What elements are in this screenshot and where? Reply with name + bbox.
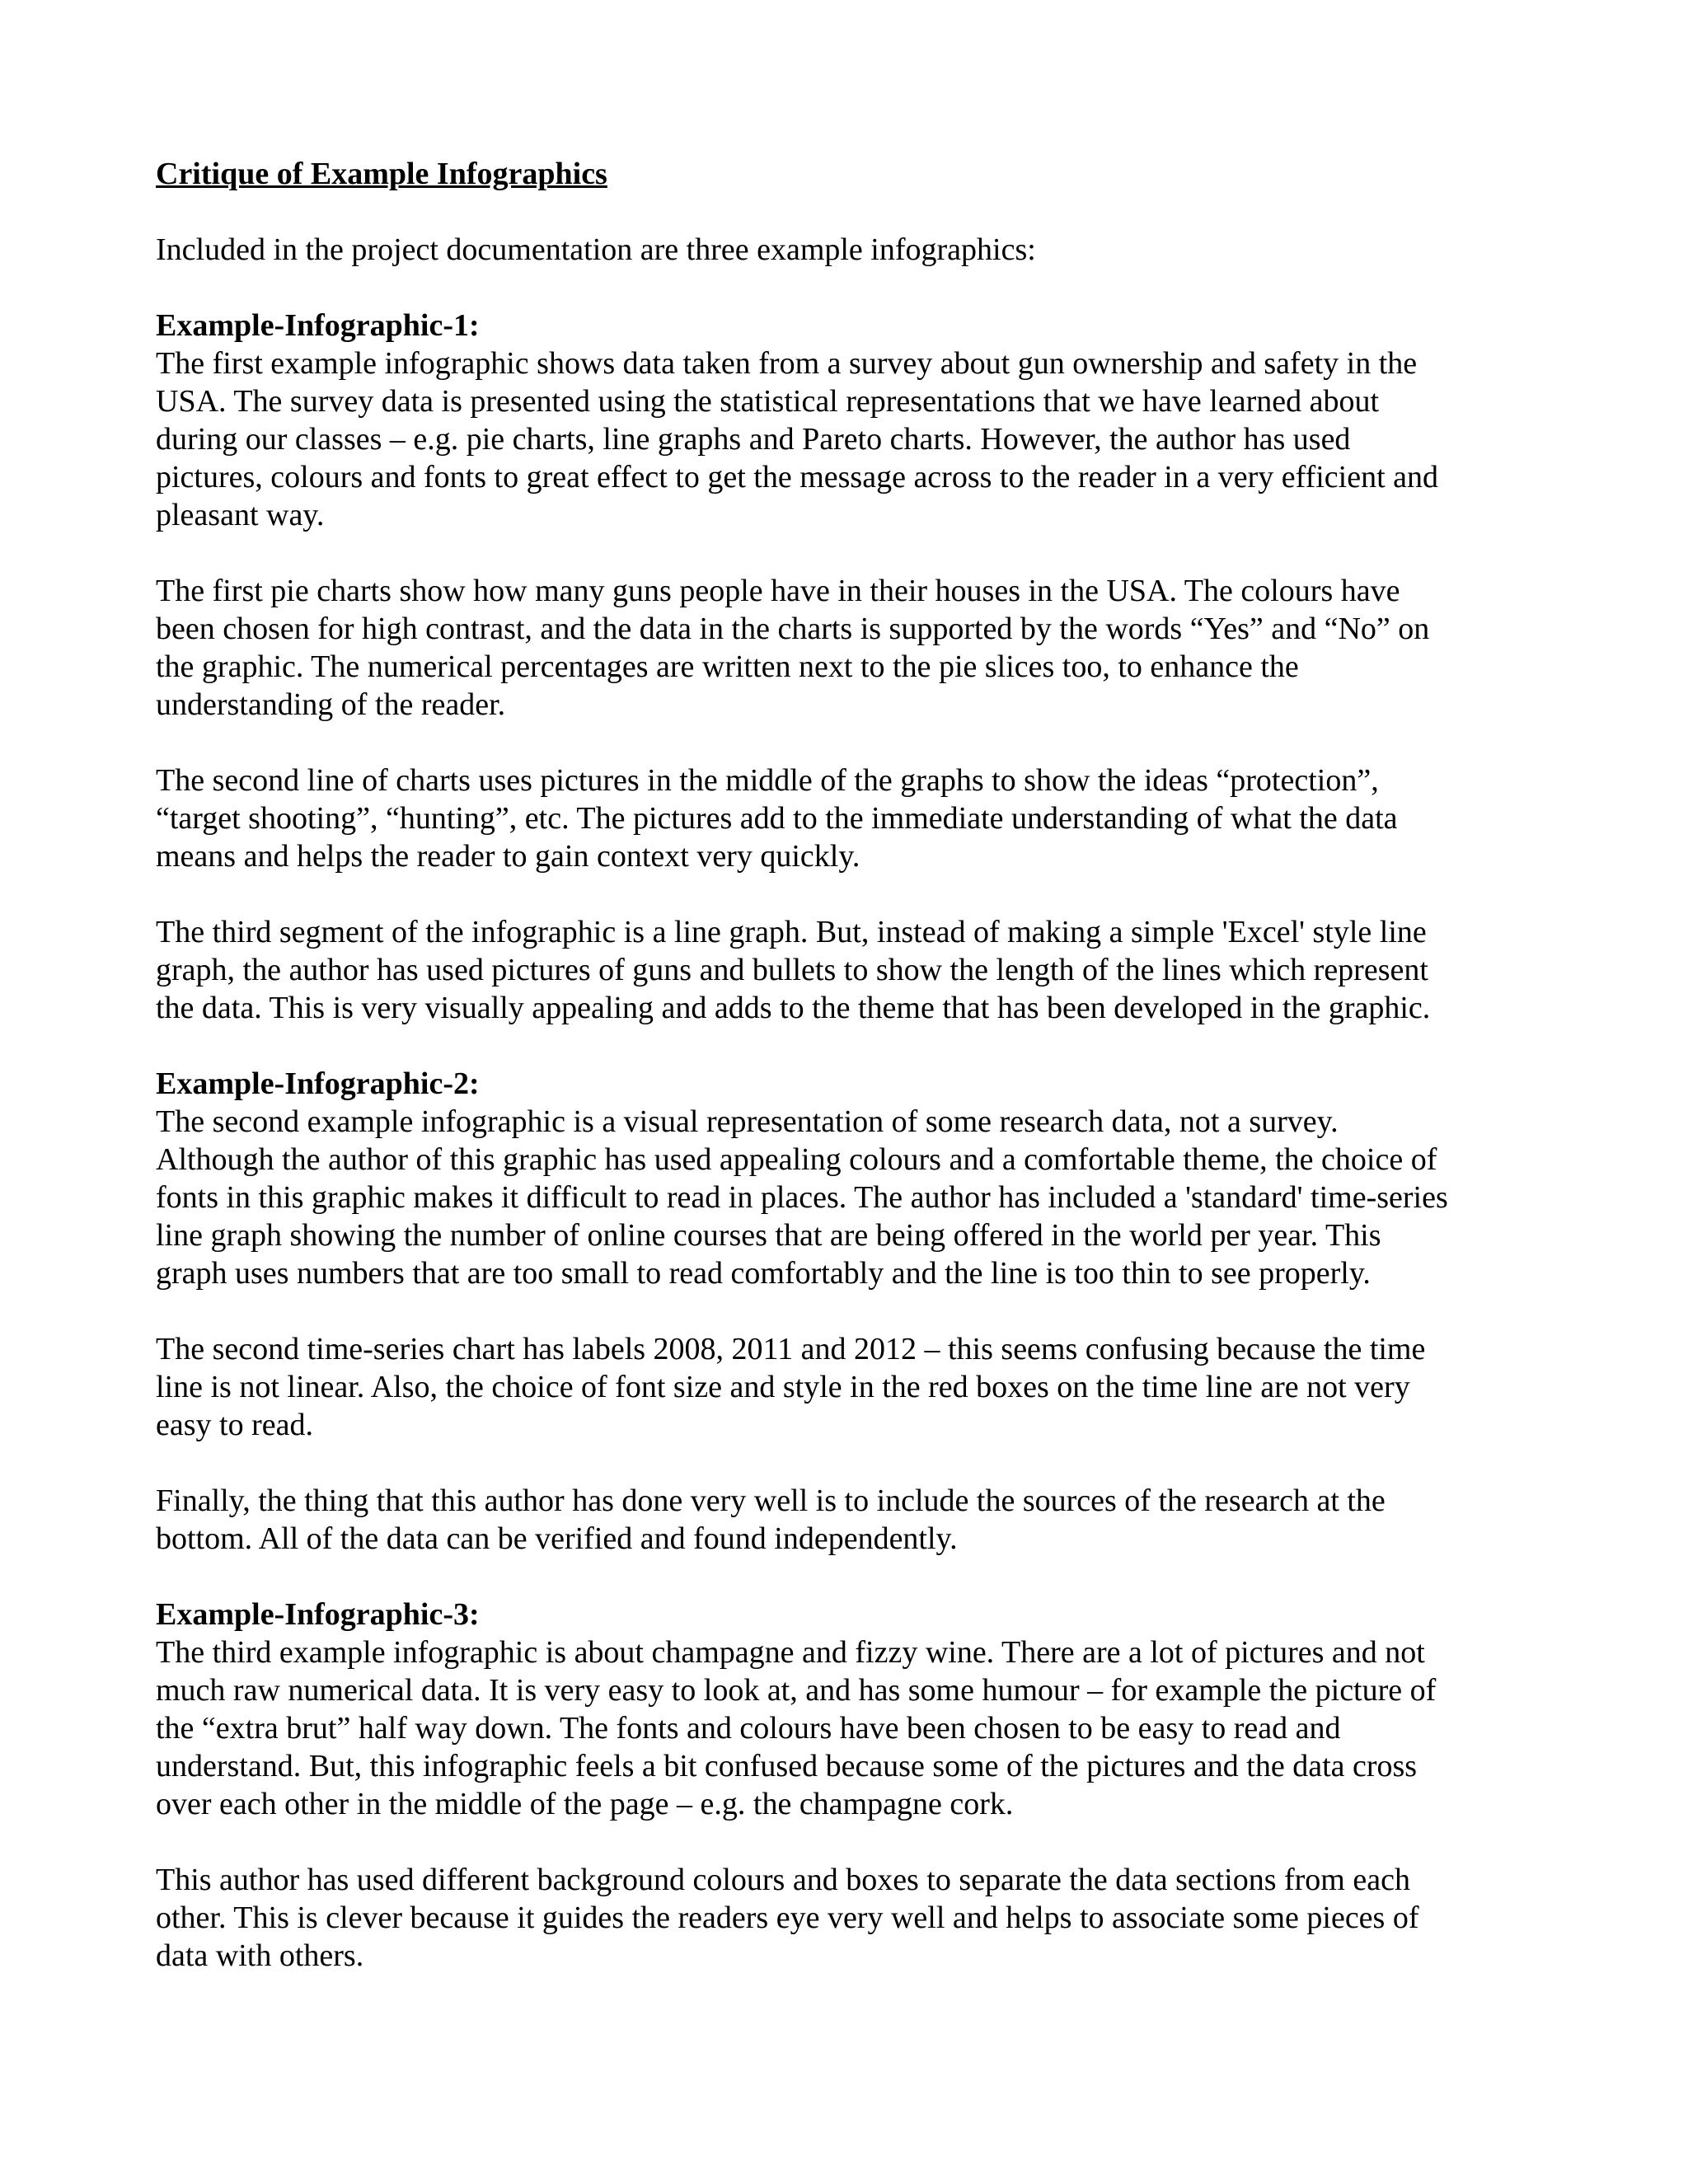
text-line: means and helps the reader to gain context very quickly. — [156, 839, 860, 874]
spacer — [156, 193, 1557, 231]
text-line: over each other in the middle of the page – e.g. the champagne cork. — [156, 1787, 1014, 1821]
text-line: understand. But, this infographic feels a bit confused because some of the pictures and the data cross — [156, 1749, 1418, 1783]
section-heading-3: Example-Infographic-3: — [156, 1597, 480, 1632]
section-3-paragraph-1 — [156, 1633, 1557, 1823]
section-2-paragraph-3 — [156, 1482, 1557, 1558]
intro-paragraph: Included in the project documentation are three example infographics: — [156, 232, 1036, 267]
text-line: during our classes – e.g. pie charts, line graphs and Pareto charts. However, the author has used — [156, 422, 1351, 457]
text-line: bottom. All of the data can be verified and found independently. — [156, 1521, 958, 1556]
text-line: The first example infographic shows data taken from a survey about gun ownership and safety in the — [156, 346, 1418, 381]
text-line: USA. The survey data is presented using the statistical representations that we have learned about — [156, 384, 1380, 419]
spacer — [156, 1558, 1557, 1596]
text-line: The second line of charts uses pictures in the middle of the graphs to show the ideas “protection”, — [156, 763, 1379, 798]
text-line: the data. This is very visually appealing and adds to the theme that has been developed in the graphic. — [156, 991, 1431, 1025]
document-page — [156, 155, 1557, 1975]
spacer — [156, 875, 1557, 913]
spacer — [156, 1027, 1557, 1065]
section-heading-1: Example-Infographic-1: — [156, 308, 480, 343]
section-1-paragraph-1 — [156, 344, 1557, 534]
text-line: the graphic. The numerical percentages are written next to the pie slices too, to enhance the — [156, 649, 1299, 684]
section-2-paragraph-1 — [156, 1103, 1557, 1292]
text-line: fonts in this graphic makes it difficult to read in places. The author has included a 'standard' time-series — [156, 1180, 1448, 1215]
text-line: Although the author of this graphic has used appealing colours and a comfortable theme, the choice of — [156, 1142, 1437, 1177]
text-line: This author has used different background colours and boxes to separate the data sections from each — [156, 1863, 1410, 1897]
text-line: much raw numerical data. It is very easy to look at, and has some humour – for example the picture of — [156, 1673, 1437, 1708]
spacer — [156, 1444, 1557, 1482]
text-line: understanding of the reader. — [156, 687, 506, 722]
text-line: line graph showing the number of online courses that are being offered in the world per year. This — [156, 1218, 1381, 1253]
text-line: graph uses numbers that are too small to read comfortably and the line is too thin to see properly. — [156, 1256, 1371, 1291]
text-line: The first pie charts show how many guns people have in their houses in the USA. The colours have — [156, 574, 1400, 608]
text-line: data with others. — [156, 1938, 364, 1973]
section-1-paragraph-3 — [156, 762, 1557, 875]
text-line: other. This is clever because it guides the readers eye very well and helps to associate some pieces of — [156, 1900, 1419, 1935]
text-line: pictures, colours and fonts to great effect to get the message across to the reader in a very efficient and — [156, 460, 1438, 494]
spacer — [156, 534, 1557, 572]
section-1-paragraph-4 — [156, 913, 1557, 1027]
spacer — [156, 1823, 1557, 1861]
spacer — [156, 724, 1557, 762]
text-line: The second example infographic is a visual representation of some research data, not a survey. — [156, 1104, 1339, 1139]
spacer — [156, 1292, 1557, 1330]
document-title: Critique of Example Infographics — [156, 157, 607, 191]
text-line: The third example infographic is about champagne and fizzy wine. There are a lot of pictures and not — [156, 1635, 1425, 1670]
text-line: graph, the author has used pictures of guns and bullets to show the length of the lines which represent — [156, 953, 1428, 987]
text-line: The third segment of the infographic is a line graph. But, instead of making a simple 'Excel' style line — [156, 915, 1427, 949]
section-2-paragraph-2 — [156, 1330, 1557, 1444]
text-line: pleasant way. — [156, 498, 325, 532]
text-line: been chosen for high contrast, and the data in the charts is supported by the words “Yes” and “No” on — [156, 612, 1430, 646]
spacer — [156, 269, 1557, 307]
text-line: the “extra brut” half way down. The fonts and colours have been chosen to be easy to read and — [156, 1711, 1341, 1746]
text-line: The second time-series chart has labels 2008, 2011 and 2012 – this seems confusing because the time — [156, 1332, 1426, 1366]
text-line: Finally, the thing that this author has done very well is to include the sources of the research at the — [156, 1483, 1386, 1518]
section-1-paragraph-2 — [156, 572, 1557, 724]
text-line: line is not linear. Also, the choice of font size and style in the red boxes on the time line are not very — [156, 1370, 1410, 1404]
text-line: easy to read. — [156, 1408, 313, 1442]
section-heading-2: Example-Infographic-2: — [156, 1066, 480, 1101]
section-3-paragraph-2 — [156, 1861, 1557, 1975]
text-line: “target shooting”, “hunting”, etc. The pictures add to the immediate understanding of what the data — [156, 801, 1398, 836]
